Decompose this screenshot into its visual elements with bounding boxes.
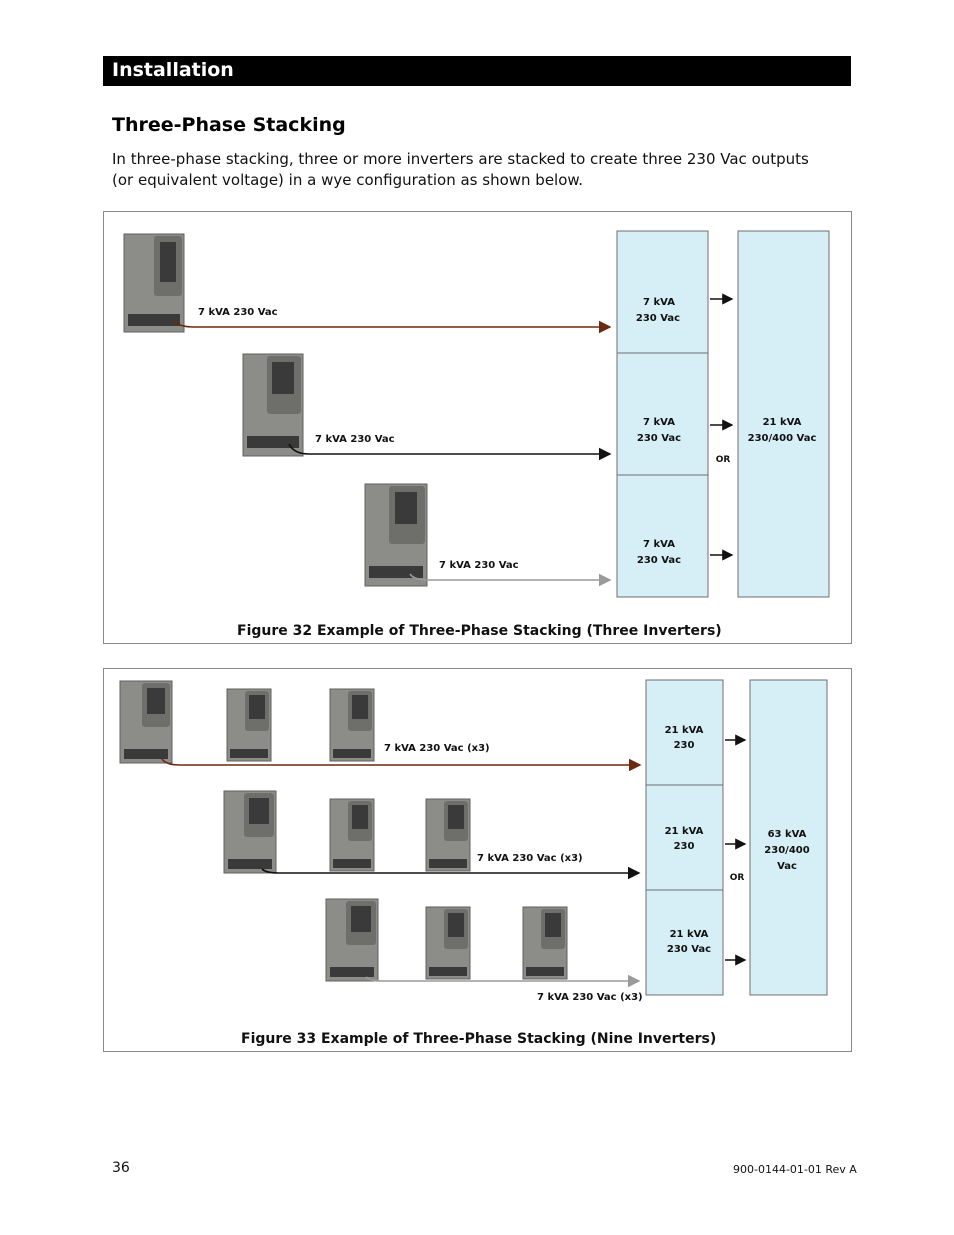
figure-33-diagram [104, 669, 851, 1051]
figure-32-diagram [104, 212, 851, 643]
output-line-2 [289, 444, 610, 454]
phase-1-kva: 21 kVA [664, 725, 704, 736]
phase-1-volt: 230 [673, 740, 695, 751]
figure-33 [103, 668, 852, 1052]
total-unit: Vac [777, 861, 797, 872]
output-line-1 [174, 320, 610, 327]
phase-block-2 [646, 785, 723, 890]
phase-2-volt: 230 [673, 841, 695, 852]
total-volt: 230/400 Vac [747, 433, 817, 444]
inverter-2 [243, 354, 303, 456]
inverter-r1-1 [120, 681, 172, 763]
inverter-r2-3 [426, 799, 470, 871]
phase-1-volt: 230 Vac [635, 313, 681, 324]
line-label-2: 7 kVA 230 Vac [315, 434, 395, 445]
output-line-3 [366, 977, 639, 981]
phase-3-kva: 21 kVA [669, 929, 709, 940]
inverter-r3-3 [523, 907, 567, 979]
or-label: OR [729, 873, 745, 883]
total-output-block [738, 231, 829, 597]
phase-2-volt: 230 Vac [636, 433, 682, 444]
doc-number: 900-0144-01-01 Rev A [733, 1163, 857, 1176]
inverter-r3-1 [326, 899, 378, 981]
phase-3-kva: 7 kVA [643, 539, 675, 550]
output-line-3 [410, 574, 610, 580]
intro-paragraph: In three-phase stacking, three or more inverters are stacked to create three 230 Vac outputs (or equivalent voltage) in a wye configuration as shown below. [112, 150, 809, 189]
phase-block-2 [617, 353, 708, 475]
or-label: OR [715, 455, 731, 465]
line-label-3: 7 kVA 230 Vac (x3) [537, 992, 643, 1003]
section-header-title: Installation [112, 59, 234, 81]
phase-3-volt: 230 Vac [636, 555, 682, 566]
line-label-1: 7 kVA 230 Vac [198, 307, 278, 318]
line-label-3: 7 kVA 230 Vac [439, 560, 519, 571]
phase-3-volt: 230 Vac [666, 944, 712, 955]
inverter-r1-3 [330, 689, 374, 761]
total-kva: 63 kVA [767, 829, 807, 840]
phase-block-1 [617, 231, 708, 353]
phase-1-kva: 7 kVA [643, 297, 675, 308]
inverter-r1-2 [227, 689, 271, 761]
phase-2-kva: 21 kVA [664, 826, 704, 837]
phase-block-3 [646, 890, 723, 995]
phase-block-3 [617, 475, 708, 597]
inverter-1 [124, 234, 184, 332]
figure-33-caption: Figure 33 Example of Three-Phase Stacking (Nine Inverters) [241, 1031, 717, 1047]
line-label-2: 7 kVA 230 Vac (x3) [477, 853, 583, 864]
inverter-r2-1 [224, 791, 276, 873]
figure-32 [103, 211, 852, 644]
inverter-3 [365, 484, 427, 586]
page-title: Three-Phase Stacking [112, 114, 346, 136]
figure-32-caption: Figure 32 Example of Three-Phase Stacking (Three Inverters) [237, 623, 722, 639]
inverter-r3-2 [426, 907, 470, 979]
total-volt: 230/400 [764, 845, 810, 856]
section-header-bar [103, 56, 851, 86]
line-label-1: 7 kVA 230 Vac (x3) [384, 743, 490, 754]
page-number: 36 [112, 1160, 130, 1176]
phase-2-kva: 7 kVA [643, 417, 675, 428]
inverter-r2-2 [330, 799, 374, 871]
total-kva: 21 kVA [762, 417, 802, 428]
